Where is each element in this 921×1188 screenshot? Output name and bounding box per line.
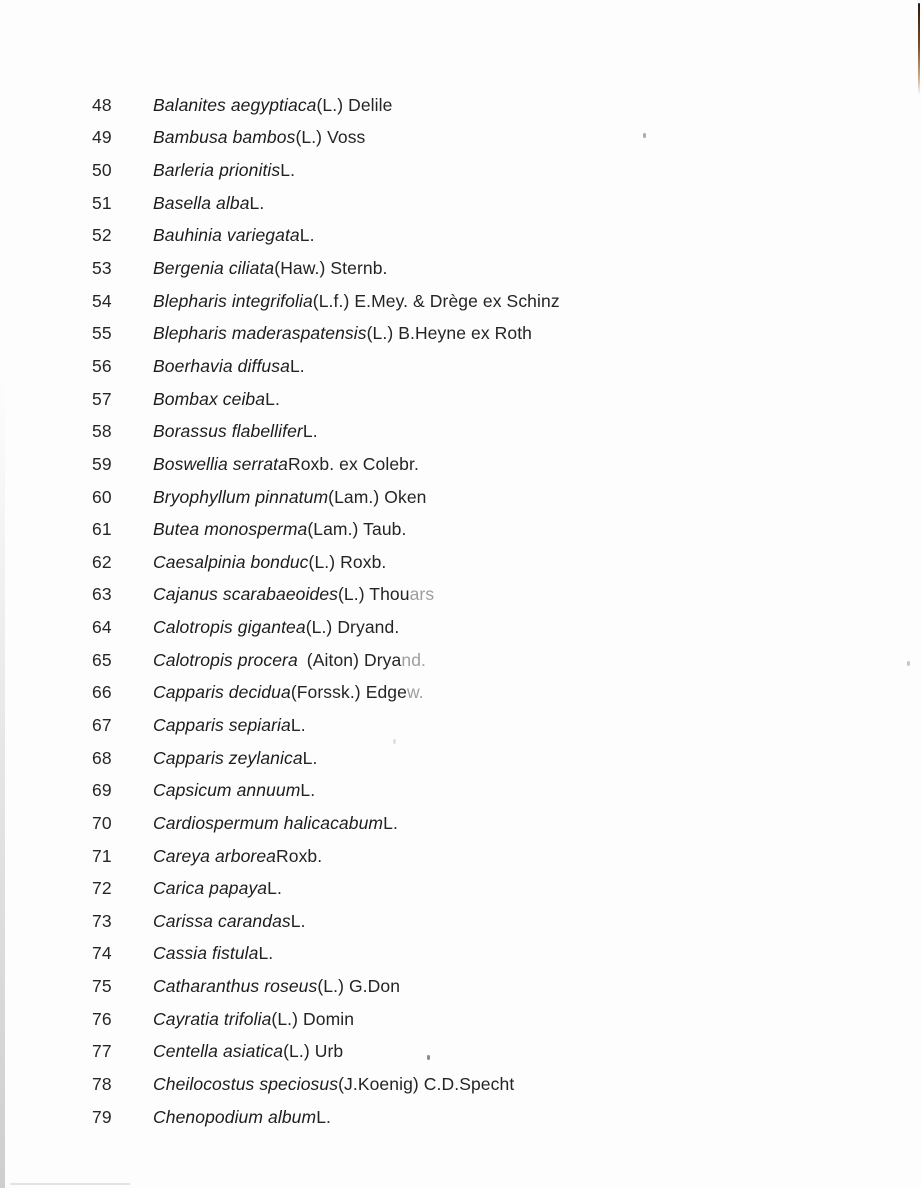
entry-number: 54 — [92, 290, 112, 311]
list-item — [92, 448, 832, 481]
entry-number: 70 — [92, 812, 112, 833]
species-name: Balanites aegyptiaca — [153, 94, 317, 115]
species-name: Boswellia serrata — [153, 453, 288, 474]
list-item — [92, 513, 832, 546]
entry-number: 78 — [92, 1074, 112, 1095]
entry-number: 53 — [92, 258, 112, 279]
author-citation: L. — [290, 714, 306, 735]
species-name: Carissa carandas — [153, 910, 291, 931]
list-item — [92, 611, 832, 644]
list-item — [92, 742, 832, 775]
author-citation: (L.) Thouars — [338, 584, 435, 605]
species-name: Chenopodium album — [153, 1106, 317, 1127]
author-citation: (L.) Urb — [283, 1041, 344, 1062]
scan-speck — [907, 661, 910, 666]
species-name: Capparis decidua — [153, 682, 291, 703]
entry-number: 52 — [92, 225, 112, 246]
author-citation: (L.) B.Heyne ex Roth — [366, 323, 532, 344]
author-citation: L. — [258, 943, 274, 964]
entry-number: 69 — [92, 780, 112, 801]
list-item — [92, 350, 832, 383]
author-citation: (Aiton) Dryand. — [306, 649, 426, 670]
author-citation: (L.) Voss — [295, 127, 366, 148]
entry-number: 67 — [92, 714, 112, 735]
author-citation: (Haw.) Sternb. — [274, 258, 388, 279]
faded-print: w. — [406, 682, 424, 703]
species-name: Calotropis gigantea — [153, 617, 306, 638]
list-item — [92, 970, 832, 1003]
list-item — [92, 579, 832, 612]
author-citation: (Lam.) Oken — [328, 486, 427, 507]
entry-number: 58 — [92, 421, 112, 442]
author-citation: (L.) Dryand. — [305, 617, 400, 638]
author-citation: Roxb. — [276, 845, 323, 866]
author-citation: L. — [316, 1106, 331, 1127]
list-item — [92, 415, 832, 448]
species-name: Cassia fistula — [153, 943, 259, 964]
list-item — [92, 872, 832, 905]
species-list — [92, 89, 832, 1134]
species-name: Boerhavia diffusa — [153, 355, 290, 376]
entry-number: 75 — [92, 976, 112, 997]
author-citation: L. — [265, 388, 280, 409]
list-item — [92, 677, 832, 710]
entry-number: 56 — [92, 355, 112, 376]
author-citation: L. — [383, 812, 398, 833]
list-item — [92, 807, 832, 840]
species-name: Borassus flabellifer — [153, 421, 303, 442]
list-item — [92, 252, 832, 285]
author-citation: (L.) G.Don — [317, 976, 401, 997]
author-citation: L. — [299, 225, 315, 246]
list-item — [92, 546, 832, 579]
author-citation: (L.) Roxb. — [308, 551, 387, 572]
species-name: Caesalpinia bonduc — [153, 551, 309, 572]
entry-number: 68 — [92, 747, 112, 768]
list-item — [92, 285, 832, 318]
list-item — [92, 938, 832, 971]
species-name: Cayratia trifolia — [153, 1008, 272, 1029]
list-item — [92, 774, 832, 807]
author-citation: (Forssk.) Edgew. — [290, 682, 424, 703]
list-item — [92, 187, 832, 220]
species-name: Cajanus scarabaeoides — [153, 584, 338, 605]
entry-number: 79 — [92, 1106, 112, 1127]
entry-number: 71 — [92, 845, 112, 866]
entry-number: 77 — [92, 1041, 112, 1062]
author-citation: L. — [302, 747, 318, 768]
author-citation: L. — [280, 160, 296, 181]
species-name: Careya arborea — [153, 845, 276, 866]
entry-number: 76 — [92, 1008, 112, 1029]
right-edge-scan-line — [918, 3, 920, 95]
species-name: Capsicum annuum — [153, 780, 301, 801]
entry-number: 72 — [92, 878, 112, 899]
entry-number: 48 — [92, 94, 112, 115]
entry-number: 57 — [92, 388, 112, 409]
author-citation: (L.) Delile — [316, 94, 393, 115]
species-name: Blepharis integrifolia — [153, 290, 313, 311]
entry-number: 51 — [92, 192, 112, 213]
author-citation: L. — [302, 421, 318, 442]
list-item — [92, 840, 832, 873]
entry-number: 63 — [92, 584, 112, 605]
entry-number: 61 — [92, 519, 112, 540]
list-item — [92, 122, 832, 155]
list-item — [92, 481, 832, 514]
species-name: Bambusa bambos — [153, 127, 296, 148]
author-citation: L. — [290, 910, 306, 931]
author-citation: L. — [289, 355, 305, 376]
species-name: Cardiospermum halicacabum — [153, 812, 384, 833]
species-name: Catharanthus roseus — [153, 976, 318, 997]
bottom-edge-smudge — [10, 1183, 130, 1185]
faded-print: ars — [409, 584, 435, 605]
list-item — [92, 1036, 832, 1069]
species-name: Bombax ceiba — [153, 388, 266, 409]
author-citation: L. — [300, 780, 316, 801]
species-name: Carica papaya — [153, 878, 268, 899]
author-citation: Roxb. ex Colebr. — [287, 453, 419, 474]
species-name: Blepharis maderaspatensis — [153, 323, 367, 344]
entry-number: 62 — [92, 551, 112, 572]
species-name: Capparis sepiaria — [153, 714, 291, 735]
species-name: Capparis zeylanica — [153, 747, 303, 768]
entry-number: 55 — [92, 323, 112, 344]
species-name: Bergenia ciliata — [153, 258, 275, 279]
list-item — [92, 220, 832, 253]
author-citation: (L.f.) E.Mey. & Drège ex Schinz — [312, 290, 560, 311]
left-edge-scan-band — [0, 380, 5, 1188]
entry-number: 66 — [92, 682, 112, 703]
list-item — [92, 1101, 832, 1134]
list-item — [92, 1003, 832, 1036]
entry-number: 65 — [92, 649, 112, 670]
species-name: Basella alba — [153, 192, 250, 213]
entry-number: 60 — [92, 486, 112, 507]
list-item — [92, 1068, 832, 1101]
list-item — [92, 709, 832, 742]
species-name: Calotropis procera — [153, 649, 298, 670]
species-name: Cheilocostus speciosus — [153, 1074, 339, 1095]
faded-print: nd. — [401, 649, 426, 670]
list-item — [92, 89, 832, 122]
entry-number: 49 — [92, 127, 112, 148]
entry-number: 59 — [92, 453, 112, 474]
list-item — [92, 317, 832, 350]
author-citation: L. — [267, 878, 282, 899]
species-name: Bauhinia variegata — [153, 225, 300, 246]
species-name: Bryophyllum pinnatum — [153, 486, 329, 507]
entry-number: 74 — [92, 943, 112, 964]
author-citation: L. — [249, 192, 265, 213]
author-citation: (J.Koenig) C.D.Specht — [338, 1074, 515, 1095]
species-name: Butea monosperma — [153, 519, 308, 540]
author-citation: (Lam.) Taub. — [307, 519, 407, 540]
list-item — [92, 644, 832, 677]
author-citation: (L.) Domin — [271, 1008, 355, 1029]
entry-number: 73 — [92, 910, 112, 931]
list-item — [92, 154, 832, 187]
entry-number: 50 — [92, 160, 112, 181]
list-item — [92, 383, 832, 416]
species-name: Barleria prionitis — [153, 160, 281, 181]
entry-number: 64 — [92, 617, 112, 638]
list-item — [92, 905, 832, 938]
species-name: Centella asiatica — [153, 1041, 284, 1062]
